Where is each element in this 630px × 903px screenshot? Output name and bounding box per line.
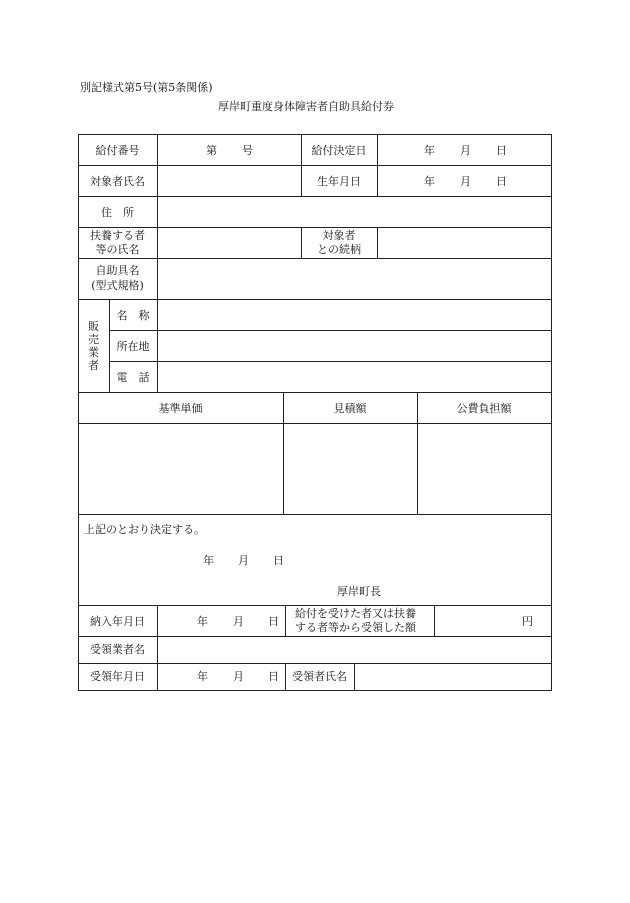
- date-day: 日: [268, 615, 279, 628]
- decision-statement: 上記のとおり決定する。: [84, 523, 205, 536]
- date-month: 月: [460, 144, 471, 157]
- label-nonyu-bi: 納入年月日: [90, 615, 145, 628]
- header-kijun-tanka: 基準単価: [158, 402, 203, 415]
- label-fuyo-line1: 扶養する者: [90, 229, 145, 242]
- label-juryo-gyosha: 受領業者名: [90, 643, 145, 656]
- label-jijogu-line1: 自助具名: [95, 264, 140, 277]
- date-month: 月: [233, 670, 244, 683]
- label-juryo-gaku-line2: する者等から受領した額: [295, 621, 416, 634]
- label-seinengappi: 生年月日: [317, 175, 361, 188]
- label-go: 号: [242, 144, 253, 157]
- date-year: 年: [197, 615, 208, 628]
- label-meisho: 名 称: [116, 309, 150, 322]
- form-label: 別記様式第5号(第5条関係): [80, 81, 213, 94]
- header-mitsumori-gaku: 見積額: [333, 402, 367, 415]
- label-dai: 第: [206, 144, 217, 157]
- label-juryo-shimei: 受領者氏名: [292, 670, 347, 683]
- label-denwa: 電 話: [116, 371, 150, 384]
- label-juryo-gaku-line1: 給付を受けた者又は扶養: [295, 607, 416, 620]
- label-kyufu-kettei-bi: 給付決定日: [311, 144, 367, 157]
- date-year: 年: [424, 175, 435, 188]
- date-month: 月: [233, 615, 244, 628]
- issuer-name: 厚岸町長: [337, 585, 381, 598]
- date-day: 日: [273, 554, 284, 567]
- date-day: 日: [496, 144, 507, 157]
- label-zokugara-line2: との続柄: [317, 243, 361, 256]
- label-juryo-bi: 受領年月日: [90, 670, 145, 683]
- date-month: 月: [460, 175, 471, 188]
- label-fuyo-line2: 等の氏名: [95, 243, 140, 256]
- document-title: 厚岸町重度身体障害者自助具給付券: [218, 100, 394, 113]
- header-kohi-futan-gaku: 公費負担額: [456, 402, 512, 415]
- label-kyufu-bango: 給付番号: [95, 144, 140, 157]
- label-jusho: 住 所: [101, 206, 134, 219]
- label-taisho-shimei: 対象者氏名: [90, 175, 145, 188]
- label-shozaichi: 所在地: [116, 340, 150, 353]
- label-jijogu-line2: (型式規格): [91, 279, 144, 292]
- date-year: 年: [197, 670, 208, 683]
- date-year: 年: [424, 144, 435, 157]
- date-year: 年: [203, 554, 214, 567]
- label-yen: 円: [522, 615, 533, 628]
- date-day: 日: [496, 175, 507, 188]
- date-day: 日: [268, 670, 279, 683]
- date-month: 月: [238, 554, 249, 567]
- label-zokugara-line1: 対象者: [322, 229, 356, 242]
- label-hanbai-gyosha: 販売業者: [88, 320, 99, 372]
